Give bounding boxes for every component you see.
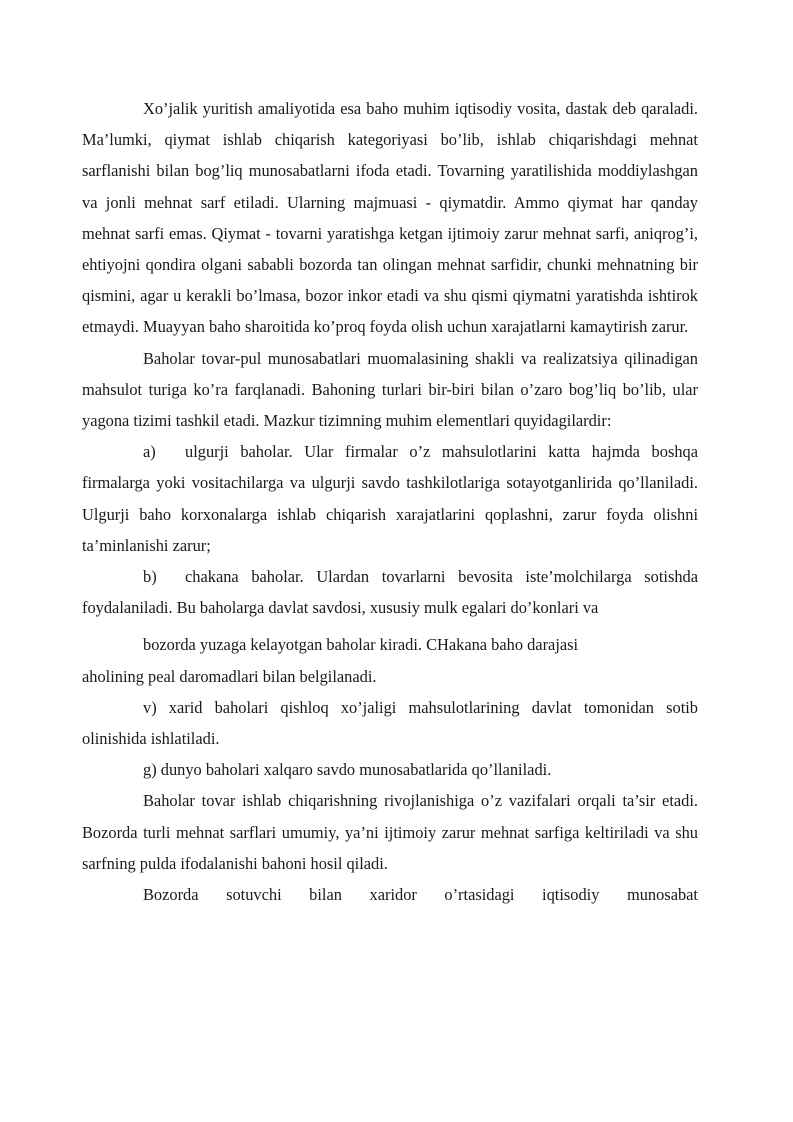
paragraph-market-relations: Bozorda sotuvchi bilan xaridor o’rtasidagi iqtisodiy munosabat — [143, 885, 698, 905]
continuation-rest: aholining peal daromadlari bilan belgilanadi. — [82, 666, 377, 686]
list-item-purchase-prices: v) xarid baholari qishloq xo’jaligi mahsulotlarining davlat tomonidan sotib olinishida ishlatiladi. — [82, 697, 698, 749]
paragraph-retail-continuation — [82, 629, 698, 691]
list-item-wholesale-prices — [82, 436, 698, 561]
list-item-text: chakana baholar. Ulardan tovarlarni bevosita iste’molchilarga sotishda foydalaniladi. Bu baholarga davlat savdosi, xususiy mulk egalari do’konlari va — [82, 567, 698, 618]
paragraph-price-types: Baholar tovar-pul munosabatlari muomalasining shakli va realizatsiya qilinadigan mahsulot turiga ko’ra farqlanadi. Bahoning turlari bir-biri bilan o’zaro bog’liq bo’lib, ular yagona tizimi tashkil etadi. Mazkur tizimning muhim elementlari quyidagilardir: — [82, 348, 698, 431]
list-item-retail-prices — [82, 561, 698, 623]
list-marker: b) — [143, 567, 157, 587]
list-item-text: ulgurji baholar. Ular firmalar o’z mahsulotlarini katta hajmda boshqa firmalarga yoki vositachilarga va ulgurji savdo tashkilotlariga sotayotganlirida qo’llaniladi. Ulgurji baho korxonalarga ishlab chiqarish xarajatlarini qoplashni, zarur foyda olishni ta’minlanishi zarur; — [82, 442, 698, 555]
paragraph-price-influence: Baholar tovar ishlab chiqarishning rivojlanishiga o’z vazifalari orqali ta’sir etadi. Bozorda turli mehnat sarflari umumiy, ya’ni ijtimoiy zarur mehnat sarfiga keltiriladi va shu sarfning pulda ifodalanishi bahoni hosil qiladi. — [82, 791, 698, 873]
document-page — [82, 93, 698, 910]
continuation-first-line: bozorda yuzaga kelayotgan baholar kiradi. CHakana baho darajasi — [143, 635, 579, 655]
paragraph-price-as-tool: Xo’jalik yuritish amaliyotida esa baho muhim iqtisodiy vosita, dastak deb qaraladi. Ma’lumki, qiymat ishlab chiqarish kategoriyasi bo’lib, ishlab chiqarishdagi mehnat sarflanishi bilan bog’liq munosabatlarni ifoda etadi. Tovarning yaratilishida moddiylashgan va jonli mehnat sarf etiladi. Ularning majmuasi - qiymatdir. Ammo qiymat har qanday mehnat sarfi emas. Qiymat - tovarni yaratishga ketgan ijtimoiy zarur mehnat sarfi, aniqrog’i, ehtiyojni qondira olgani sababli bozorda tan olingan mehnat sarfidir, chunki mehnatning bir qismini, agar u kerakli bo’lmasa, bozor inkor etadi va shu qismi qiymatni yaratishda ishtirok etmaydi. Muayyan baho sharoitida ko’proq foyda olish uchun xarajatlarni kamaytirish zarur. — [82, 99, 698, 337]
list-item-world-prices: g) dunyo baholari xalqaro savdo munosabatlarida qo’llaniladi. — [143, 760, 552, 780]
list-marker: a) — [143, 442, 156, 462]
